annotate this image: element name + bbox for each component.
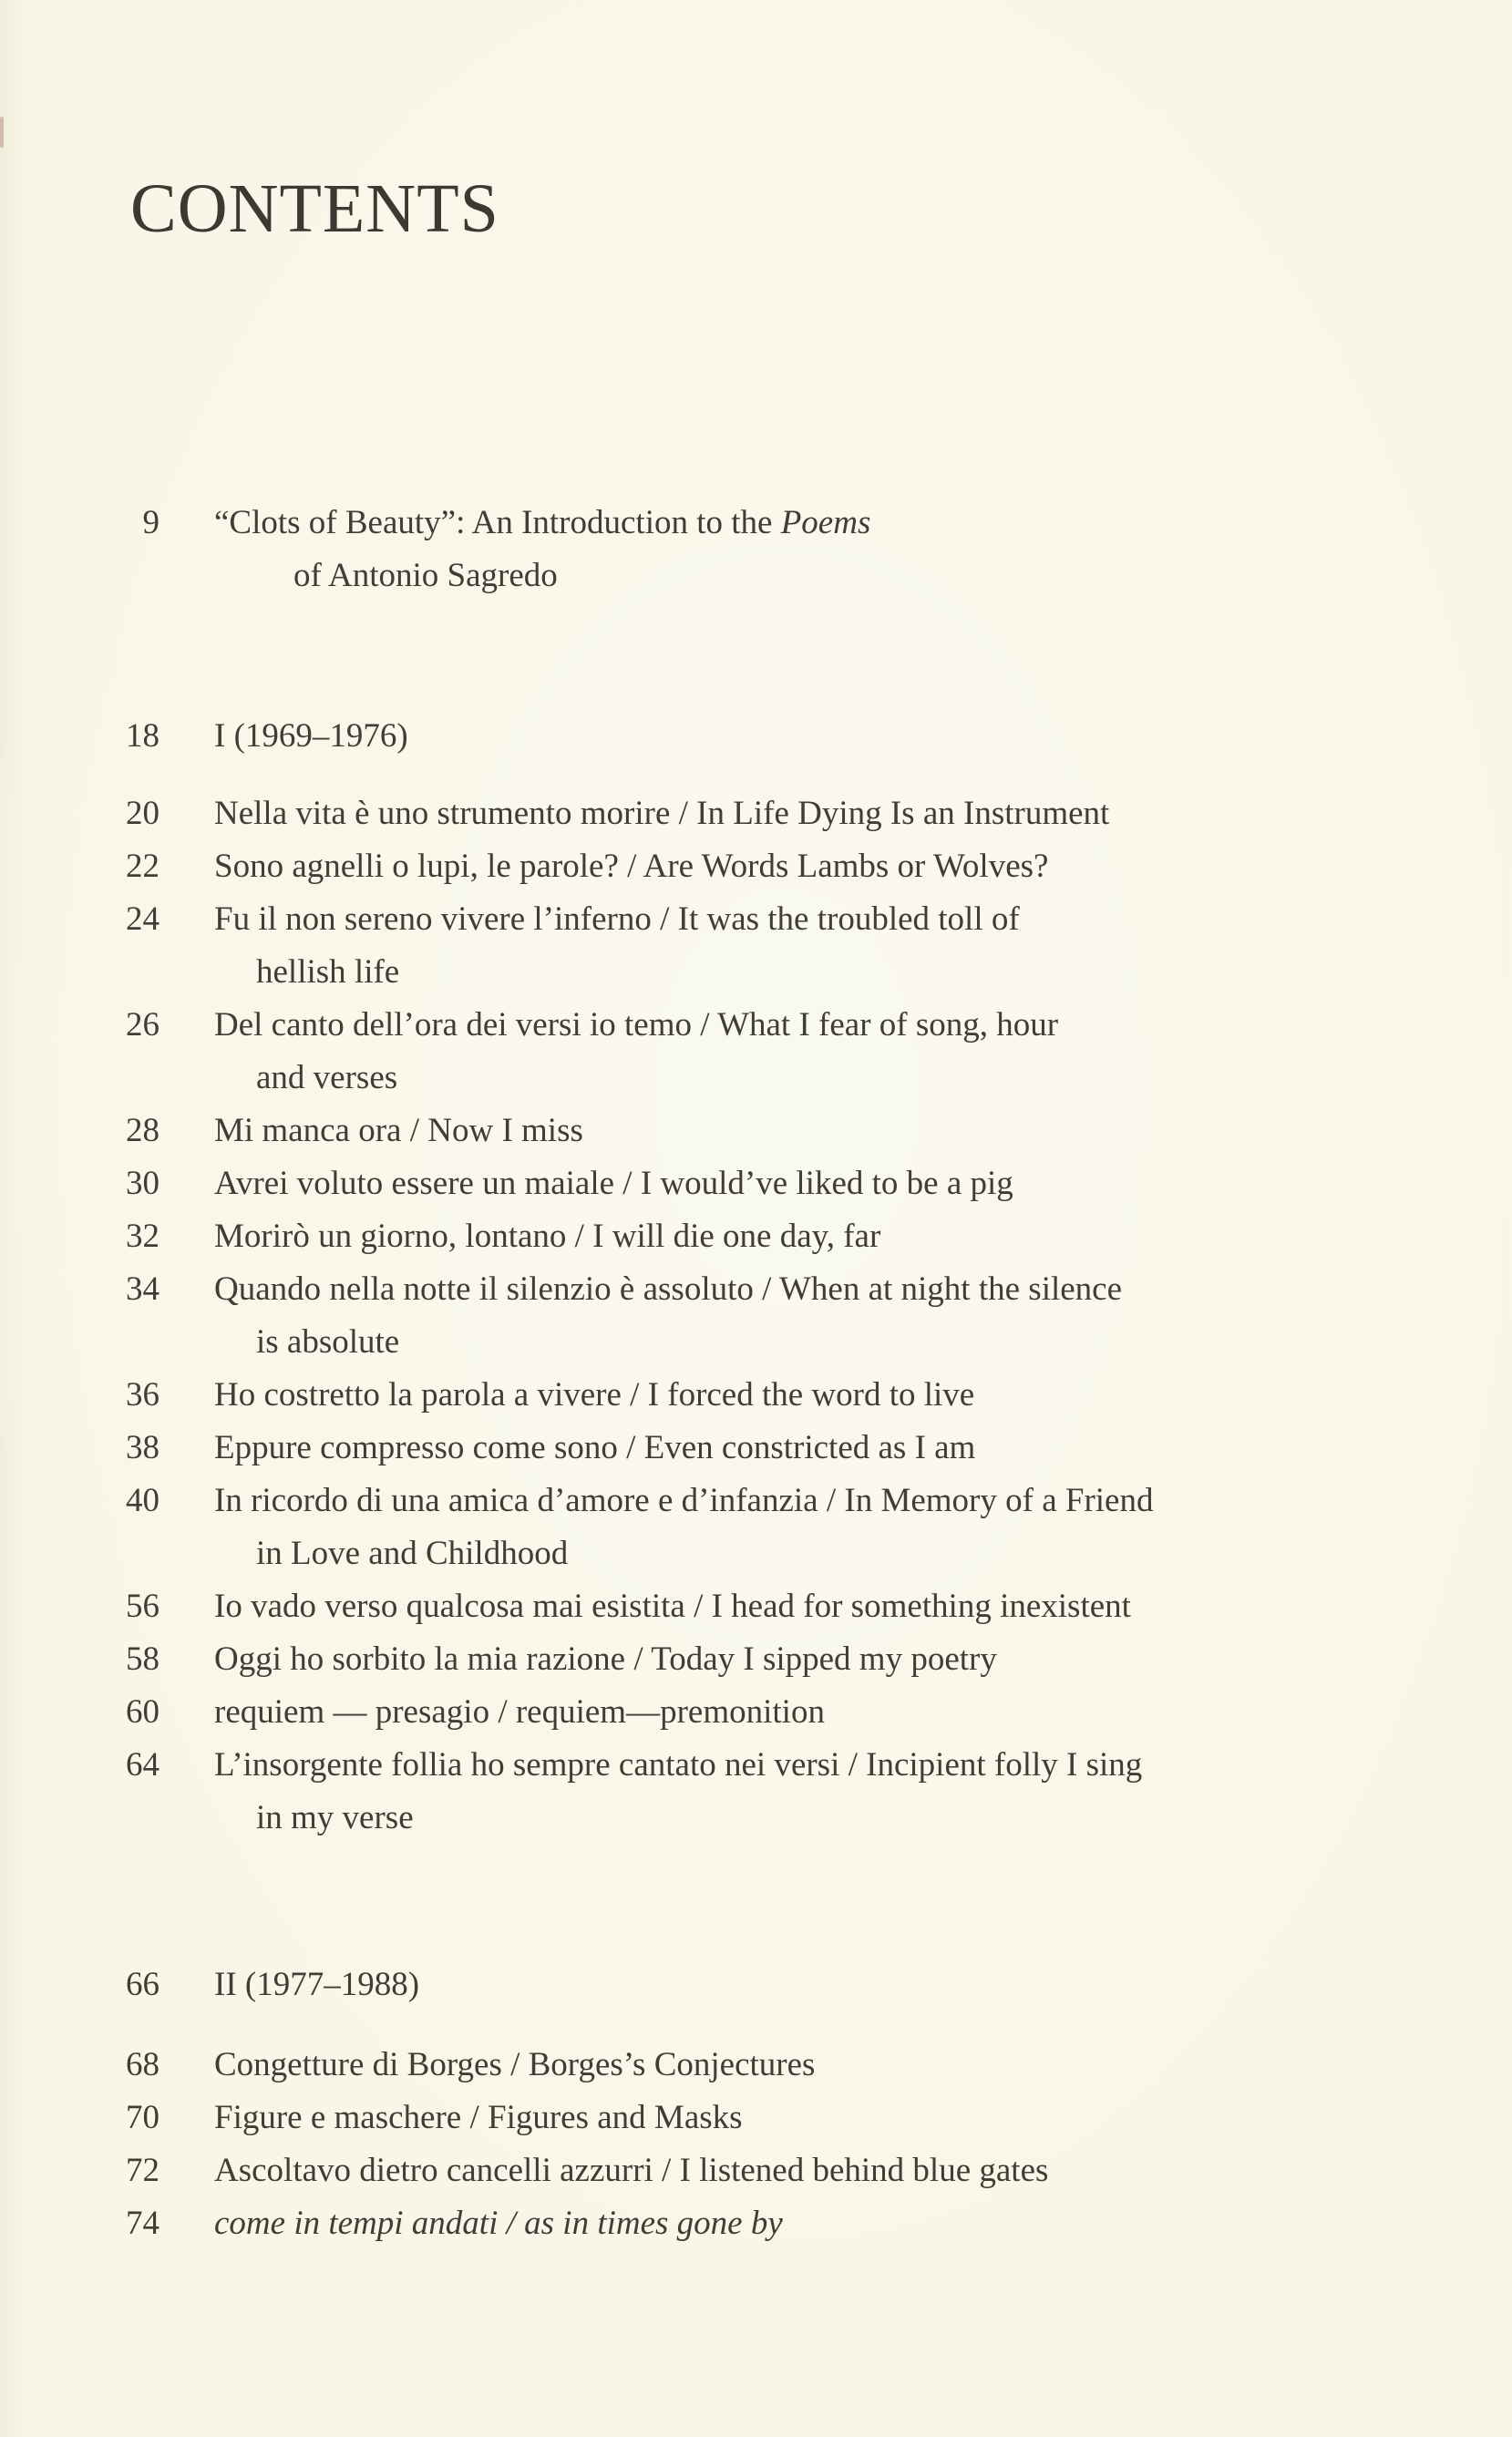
toc-entry-page-number: 68	[126, 2046, 159, 2083]
toc-section-label: II (1977–1988)	[214, 1966, 420, 2003]
toc-entry-page-number: 72	[126, 2152, 159, 2189]
toc-entry-page-number: 40	[126, 1482, 159, 1519]
toc-entry-title: Ascoltavo dietro cancelli azzurri / I listened behind blue gates	[214, 2152, 1049, 2189]
toc-entry-title: Sono agnelli o lupi, le parole? / Are Words Lambs or Wolves?	[214, 848, 1049, 885]
toc-entry	[123, 999, 1476, 1105]
toc-entry-title: Eppure compresso come sono / Even constricted as I am	[214, 1429, 976, 1466]
toc-entry-text	[214, 1422, 1476, 1475]
toc-section-page-number: 18	[126, 717, 159, 755]
toc-entry-title: Avrei voluto essere un maiale / I would’ve liked to be a pig	[214, 1165, 1013, 1202]
toc-entry-title: come in tempi andati / as in times gone by	[214, 2205, 783, 2242]
toc-entry	[123, 2039, 1476, 2092]
toc-entry	[123, 1105, 1476, 1157]
toc-entry-page-number: 38	[126, 1429, 159, 1466]
toc-entry	[123, 1369, 1476, 1422]
toc-entry-title-continuation: in Love and Childhood	[256, 1535, 569, 1572]
toc-entry	[123, 893, 1476, 999]
toc-entry-page-number: 30	[126, 1165, 159, 1202]
toc-entry-text	[214, 1633, 1476, 1686]
toc-intro-block	[123, 497, 1476, 602]
toc-entry-text	[214, 1580, 1476, 1633]
toc-entry-page-number: 34	[126, 1270, 159, 1308]
scan-edge-artifact	[0, 117, 4, 148]
toc-entry-page-number: 70	[126, 2099, 159, 2136]
toc-entry-page-number: 36	[126, 1376, 159, 1414]
toc-entry	[123, 2197, 1476, 2250]
toc-entry-page-number: 22	[126, 848, 159, 885]
toc-section-header-row	[123, 1959, 1476, 2011]
toc-entry	[123, 1263, 1476, 1369]
toc-entry-page-number: 9	[142, 504, 159, 541]
toc-section-header-row	[123, 710, 1476, 763]
toc-section-label: I (1969–1976)	[214, 717, 408, 755]
toc-entry	[123, 1580, 1476, 1633]
toc-entry-page-number: 24	[126, 900, 159, 938]
toc-entry-text	[214, 1369, 1476, 1422]
toc-entry-text	[214, 2144, 1476, 2197]
toc-section-1-items	[123, 787, 1476, 1845]
toc-section-page-number: 66	[126, 1966, 159, 2003]
toc-entry	[123, 1157, 1476, 1210]
toc-entry-title-roman: “Clots of Beauty”: An Introduction to the	[214, 504, 781, 541]
toc-entry-title-continuation: and verses	[256, 1059, 398, 1096]
toc-entry	[123, 1210, 1476, 1263]
toc-entry-text	[214, 840, 1476, 893]
toc-entry-page-number: 56	[126, 1588, 159, 1625]
toc-entry-page-number: 26	[126, 1006, 159, 1044]
toc-entry	[123, 1633, 1476, 1686]
toc-entry-title: Io vado verso qualcosa mai esistita / I head for something inexistent	[214, 1588, 1131, 1625]
toc-entry-title: Del canto dell’ora dei versi io temo / What I fear of song, hour	[214, 1006, 1059, 1044]
toc-entry	[123, 840, 1476, 893]
toc-entry-title	[214, 497, 1476, 550]
toc-section-1-header	[123, 710, 1476, 763]
toc-entry-page-number: 60	[126, 1693, 159, 1731]
toc-entry-title-continuation: of Antonio Sagredo	[293, 557, 558, 594]
toc-entry-title: Ho costretto la parola a vivere / I forced the word to live	[214, 1376, 975, 1414]
toc-entry-title: Morirò un giorno, lontano / I will die one day, far	[214, 1218, 881, 1255]
toc-entry-text	[214, 1210, 1476, 1263]
toc-entry-title-continuation: hellish life	[256, 953, 400, 991]
toc-entry-title: Oggi ho sorbito la mia razione / Today I sipped my poetry	[214, 1640, 997, 1678]
toc-entry-text	[214, 2197, 1476, 2250]
toc-entry-text	[214, 893, 1476, 999]
toc-section-2-header	[123, 1959, 1476, 2011]
toc-entry-text	[214, 787, 1476, 840]
toc-entry-text	[214, 1475, 1476, 1580]
toc-entry-text	[214, 1157, 1476, 1210]
toc-entry	[123, 1422, 1476, 1475]
toc-entry-title: Congetture di Borges / Borges’s Conjectures	[214, 2046, 816, 2083]
toc-entry	[123, 2144, 1476, 2197]
toc-entry	[123, 2092, 1476, 2144]
toc-entry-title: Quando nella notte il silenzio è assoluto / When at night the silence	[214, 1270, 1123, 1308]
toc-entry-title-italic: Poems	[780, 504, 871, 541]
toc-entry-text	[214, 1686, 1476, 1739]
toc-entry-title: Fu il non sereno vivere l’inferno / It was the troubled toll of	[214, 900, 1020, 938]
toc-entry-title: L’insorgente follia ho sempre cantato nei versi / Incipient folly I sing	[214, 1746, 1143, 1784]
toc-entry-text	[214, 1739, 1476, 1845]
toc-entry-page-number: 20	[126, 795, 159, 832]
toc-entry-title-continuation: in my verse	[256, 1799, 414, 1836]
toc-entry-page-number: 74	[126, 2205, 159, 2242]
toc-entry-text	[214, 999, 1476, 1105]
toc-entry-page-number: 28	[126, 1112, 159, 1149]
toc-entry	[123, 497, 1476, 602]
toc-entry-text	[214, 2092, 1476, 2144]
toc-entry-text	[214, 1105, 1476, 1157]
toc-section-2-items	[123, 2039, 1476, 2250]
toc-entry	[123, 1739, 1476, 1845]
toc-entry-title: Mi manca ora / Now I miss	[214, 1112, 583, 1149]
toc-entry-page-number: 32	[126, 1218, 159, 1255]
toc-entry-title: Nella vita è uno strumento morire / In Life Dying Is an Instrument	[214, 795, 1110, 832]
toc-entry-text	[214, 1263, 1476, 1369]
toc-entry-title: Figure e maschere / Figures and Masks	[214, 2099, 743, 2136]
toc-entry-page-number: 58	[126, 1640, 159, 1678]
toc-entry	[123, 1686, 1476, 1739]
toc-entry-text	[214, 2039, 1476, 2092]
toc-entry-title-continuation: is absolute	[256, 1323, 400, 1361]
toc-entry	[123, 787, 1476, 840]
toc-entry-title: requiem — presagio / requiem—premonition	[214, 1693, 825, 1731]
toc-entry-title: In ricordo di una amica d’amore e d’infanzia / In Memory of a Friend	[214, 1482, 1154, 1519]
page-title: CONTENTS	[130, 170, 499, 247]
toc-entry-page-number: 64	[126, 1746, 159, 1784]
toc-entry-text	[214, 497, 1476, 602]
toc-entry	[123, 1475, 1476, 1580]
